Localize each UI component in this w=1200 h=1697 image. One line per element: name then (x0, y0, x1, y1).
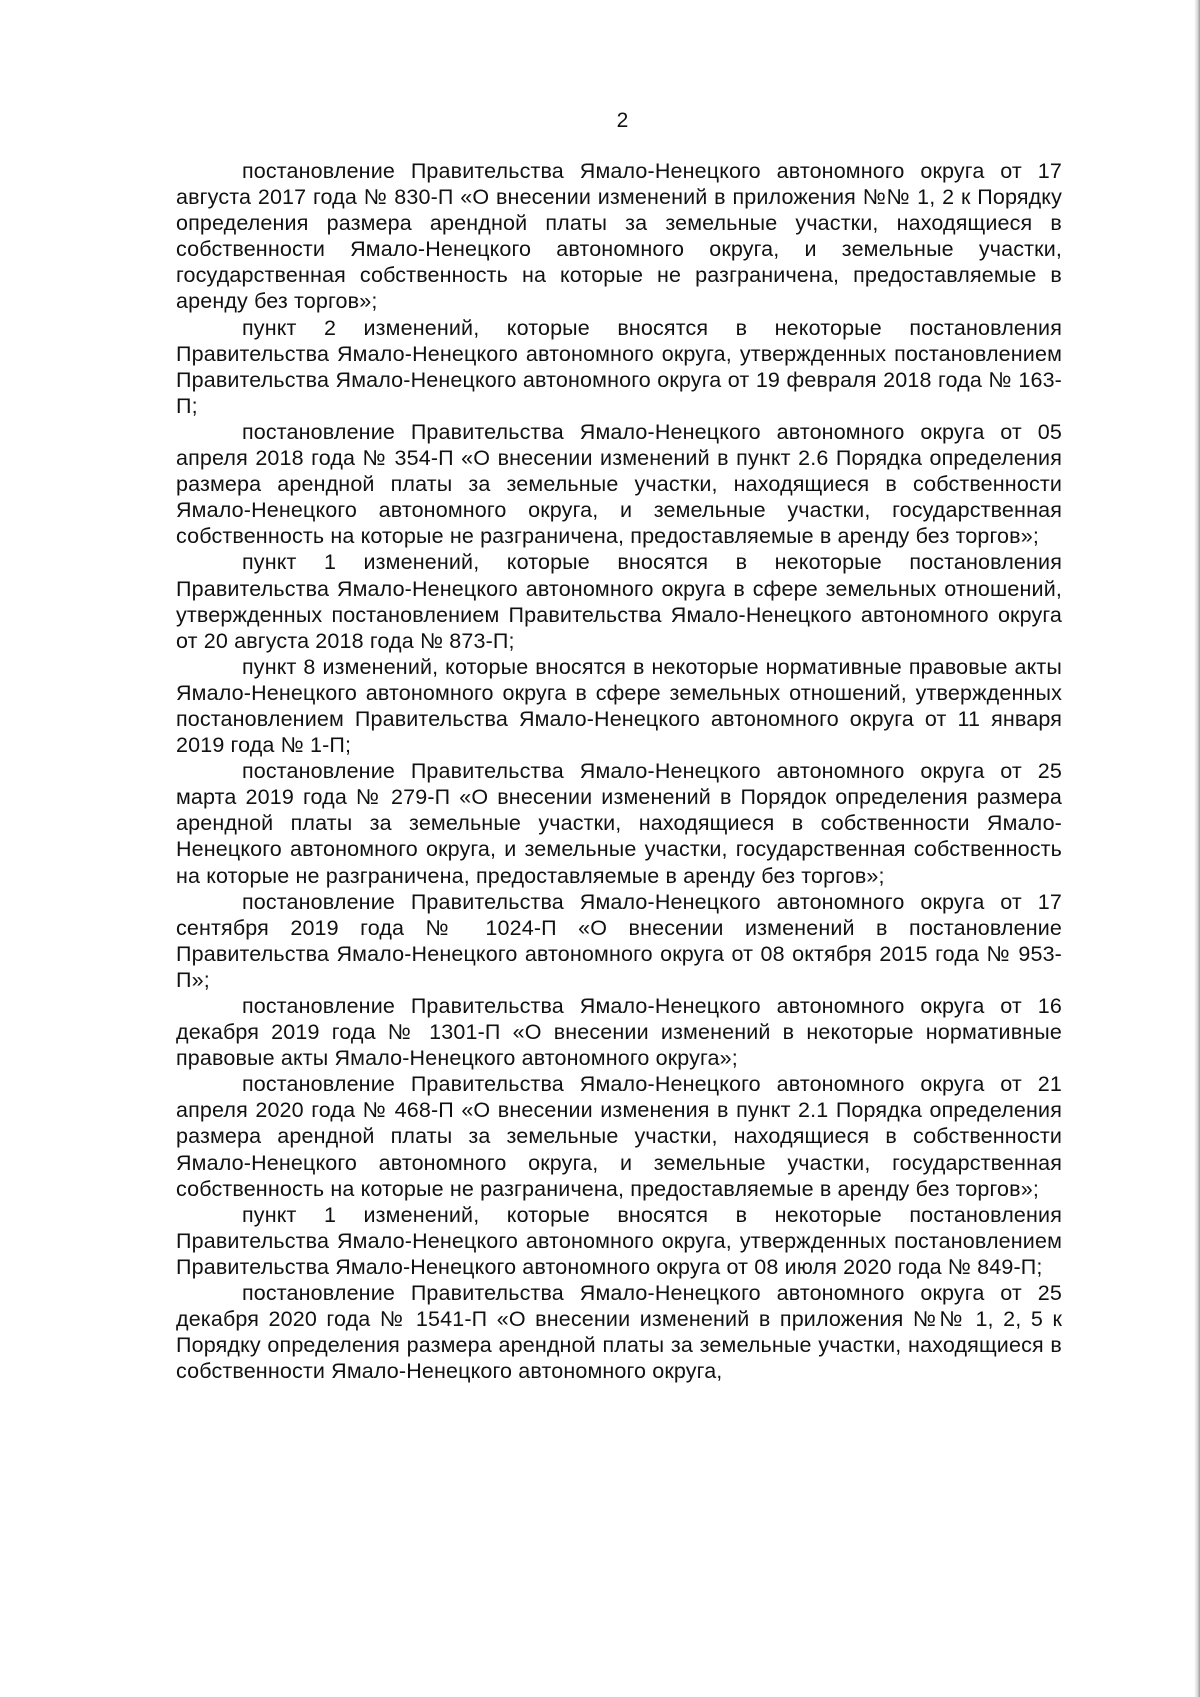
list-item: постановление Правительства Ямало-Ненецкого автономного округа от 05 апреля 2018 года № 354-П «О внесении изменений в пункт 2.6 Порядка определения размера арендной платы за земельные участки, находящиеся в собственности Ямало-Ненецкого автономного округа, и земельные участки, государственная собственность на которые не разграничена, предоставляемые в аренду без торгов»; (176, 419, 1062, 549)
page-number: 2 (616, 109, 629, 132)
list-item: постановление Правительства Ямало-Ненецкого автономного округа от 17 сентября 2019 года № 1024-П «О внесении изменений в постановление Правительства Ямало-Ненецкого автономного округа от 08 октября 2015 года № 953-П»; (176, 889, 1062, 992)
page-edge-shadow (1194, 0, 1200, 1697)
list-item: постановление Правительства Ямало-Ненецкого автономного округа от 17 августа 2017 года № 830-П «О внесении изменений в приложения №№ 1, 2 к Порядку определения размера арендной платы за земельные участки, находящиеся в собственности Ямало-Ненецкого автономного округа, и земельные участки, государственная собственность на которые не разграничена, предоставляемые в аренду без торгов»; (176, 159, 1062, 314)
list-item: пункт 8 изменений, которые вносятся в некоторые нормативные правовые акты Ямало-Ненецкого автономного округа в сфере земельных отношений, утвержденных постановлением Правительства Ямало-Ненецкого автономного округа от 11 января 2019 года № 1-П; (176, 654, 1062, 758)
list-item: пункт 2 изменений, которые вносятся в некоторые постановления Правительства Ямало-Ненецкого автономного округа, утвержденных постановлением Правительства Ямало-Ненецкого автономного округа от 19 февраля 2018 года № 163-П; (176, 315, 1062, 418)
list-item: пункт 1 изменений, которые вносятся в некоторые постановления Правительства Ямало-Ненецкого автономного округа, утвержденных постановлением Правительства Ямало-Ненецкого автономного округа от 08 июля 2020 года № 849-П; (176, 1202, 1062, 1279)
list-item: постановление Правительства Ямало-Ненецкого автономного округа от 21 апреля 2020 года № 468-П «О внесении изменения в пункт 2.1 Порядка определения размера арендной платы за земельные участки, находящиеся в собственности Ямало-Ненецкого автономного округа, и земельные участки, государственная собственность на которые не разграничена, предоставляемые в аренду без торгов»; (176, 1072, 1062, 1201)
document-body (176, 158, 1062, 1384)
list-item: постановление Правительства Ямало-Ненецкого автономного округа от 16 декабря 2019 года № 1301-П «О внесении изменений в некоторые нормативные правовые акты Ямало-Ненецкого автономного округа»; (176, 994, 1062, 1071)
list-item: постановление Правительства Ямало-Ненецкого автономного округа от 25 декабря 2020 года № 1541-П «О внесении изменений в приложения №№ 1, 2, 5 к Порядку определения размера арендной платы за земельные участки, находящиеся в собственности Ямало-Ненецкого автономного округа, (176, 1281, 1062, 1384)
list-item: пункт 1 изменений, которые вносятся в некоторые постановления Правительства Ямало-Ненецкого автономного округа в сфере земельных отношений, утвержденных постановлением Правительства Ямало-Ненецкого автономного округа от 20 августа 2018 года № 873-П; (176, 550, 1062, 653)
list-item: постановление Правительства Ямало-Ненецкого автономного округа от 25 марта 2019 года № 279-П «О внесении изменений в Порядок определения размера арендной платы за земельные участки, находящиеся в собственности Ямало-Ненецкого автономного округа, и земельные участки, государственная собственность на которые не разграничена, предоставляемые в аренду без торгов»; (176, 759, 1062, 888)
